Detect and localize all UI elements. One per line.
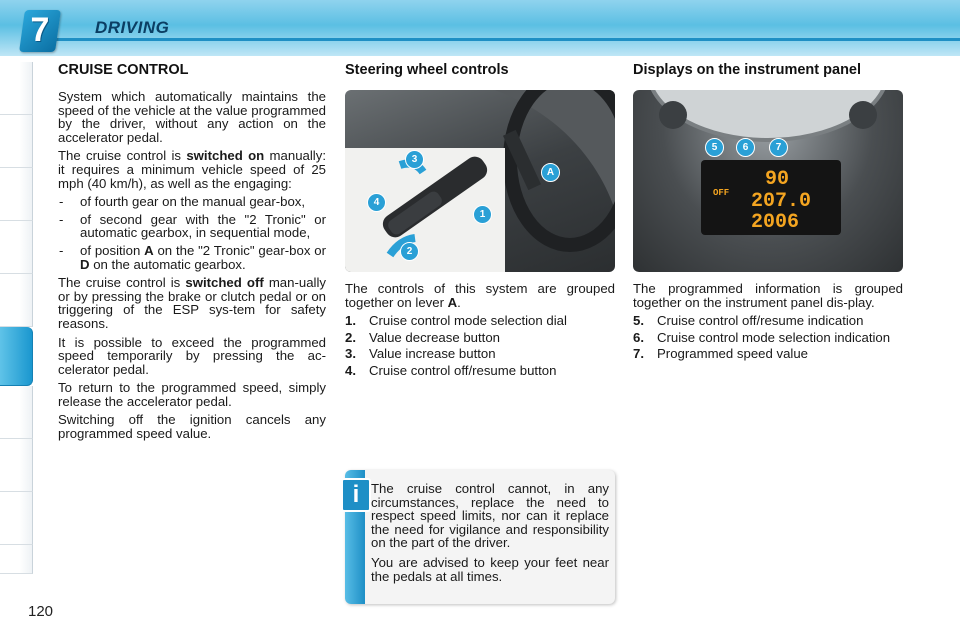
item-number: 4.	[345, 362, 356, 378]
text: The cruise control is	[58, 275, 186, 291]
paragraph	[58, 149, 326, 190]
callout-3: 3	[405, 150, 424, 169]
cruise-control-section	[58, 62, 326, 446]
page-number: 120	[28, 603, 54, 620]
item-text: Value decrease button	[369, 329, 500, 345]
callout-5: 5	[705, 138, 724, 157]
paragraph: It is possible to exceed the programmed speed temporarily by pressing the ac-celerator pedal.	[58, 334, 326, 377]
chapter-tabs	[0, 62, 34, 574]
emphasis: switched on	[186, 148, 265, 164]
list-item	[345, 314, 615, 328]
steering-controls-section	[345, 62, 615, 381]
text: on the automatic gearbox.	[89, 256, 246, 272]
chapter-tab[interactable]	[0, 221, 33, 274]
list-item: - of second gear with the "2 Tronic" or automatic gearbox, in sequential mode,	[58, 213, 326, 240]
item-text: Cruise control mode selection dial	[369, 313, 567, 329]
chapter-tab[interactable]	[0, 492, 33, 545]
item-text: Value increase button	[369, 346, 496, 362]
chapter-tab[interactable]	[0, 386, 33, 439]
list-item	[633, 347, 903, 361]
chapter-tab[interactable]	[0, 168, 33, 221]
conditions-list	[58, 195, 326, 271]
item-text: Cruise control mode selection indication	[657, 329, 891, 345]
section-heading: CRUISE CONTROL	[58, 62, 189, 78]
chapter-tab[interactable]	[0, 545, 33, 574]
chapter-tab[interactable]	[0, 115, 33, 168]
item-number: 5.	[633, 313, 644, 329]
callout-7: 7	[769, 138, 788, 157]
odometer-readout: 2006	[751, 211, 800, 234]
emphasis: D	[80, 256, 90, 272]
paragraph: The programmed information is grouped together on the instrument panel dis-play.	[633, 281, 903, 310]
text: on the "2 Tronic" gear-box or	[153, 242, 326, 258]
paragraph	[345, 282, 615, 309]
list-item	[58, 244, 326, 271]
item-text: Cruise control off/resume indication	[657, 313, 864, 329]
paragraph	[58, 276, 326, 330]
chapter-number: 7	[30, 11, 50, 49]
list-item	[345, 331, 615, 345]
chapter-tab-active[interactable]	[0, 327, 33, 386]
paragraph: The cruise control cannot, in any circumstances, replace the need to respect speed limits, nor can it replace the need for vigilance and responsibility on the part of the driver.	[371, 481, 609, 551]
displays-list	[633, 314, 903, 361]
text: The cruise control is	[58, 148, 187, 164]
instrument-panel-illustration	[633, 90, 903, 272]
paragraph: System which automatically maintains the speed of the vehicle at the value programmed by the driver, without any action on the accelerator pedal.	[58, 89, 326, 145]
paragraph: Switching off the ignition cancels any programmed speed value.	[58, 412, 326, 442]
list-item	[633, 314, 903, 328]
info-box	[345, 470, 615, 604]
speed-readout: 90	[765, 168, 790, 191]
callout-6: 6	[736, 138, 755, 157]
list-item	[345, 347, 615, 361]
text: of position	[80, 242, 145, 258]
section-heading: Steering wheel controls	[345, 62, 509, 78]
text: man-ually or by pressing the brake or clutch pedal or on triggering of the ESP sys-tem for safety reasons.	[58, 275, 326, 331]
chapter-title: DRIVING	[95, 18, 170, 37]
chapter-tab[interactable]	[0, 62, 33, 115]
emphasis: A	[447, 294, 458, 310]
paragraph: You are advised to keep your feet near the pedals at all times.	[371, 554, 609, 584]
emphasis: A	[144, 242, 154, 258]
chapter-tab[interactable]	[0, 274, 33, 327]
instrument-panel-section	[633, 62, 903, 364]
item-text: Cruise control off/resume button	[369, 362, 557, 378]
item-text: Programmed speed value	[657, 346, 809, 362]
section-heading: Displays on the instrument panel	[633, 62, 862, 78]
list-item: - of fourth gear on the manual gear-box,	[58, 195, 326, 209]
off-indicator: OFF	[713, 188, 730, 198]
list-item	[633, 331, 903, 345]
item-number: 3.	[345, 346, 356, 362]
text: .	[457, 294, 461, 310]
chapter-tab[interactable]	[0, 439, 33, 492]
text: The controls of this system are grouped together on lever	[345, 281, 615, 310]
steering-lever-drawing	[345, 90, 615, 272]
controls-list	[345, 314, 615, 377]
header-rule	[54, 38, 960, 41]
callout-a: A	[541, 163, 560, 182]
list-item	[345, 364, 615, 378]
steering-lever-illustration	[345, 90, 615, 272]
paragraph: To return to the programmed speed, simply release the accelerator pedal.	[58, 380, 326, 409]
item-number: 7.	[633, 346, 644, 362]
item-number: 2.	[345, 329, 356, 345]
info-text	[371, 482, 609, 589]
item-number: 6.	[633, 329, 644, 345]
text: manually: it requires a minimum vehicle speed of 25 mph (40 km/h), as well as the engaging:	[58, 148, 326, 191]
item-number: 1.	[345, 313, 356, 329]
callout-2: 2	[400, 242, 419, 261]
callout-1: 1	[473, 205, 492, 224]
callout-4: 4	[367, 193, 386, 212]
trip-readout: 207.0	[751, 190, 812, 213]
info-icon: i	[341, 478, 371, 512]
emphasis: switched off	[185, 275, 264, 291]
